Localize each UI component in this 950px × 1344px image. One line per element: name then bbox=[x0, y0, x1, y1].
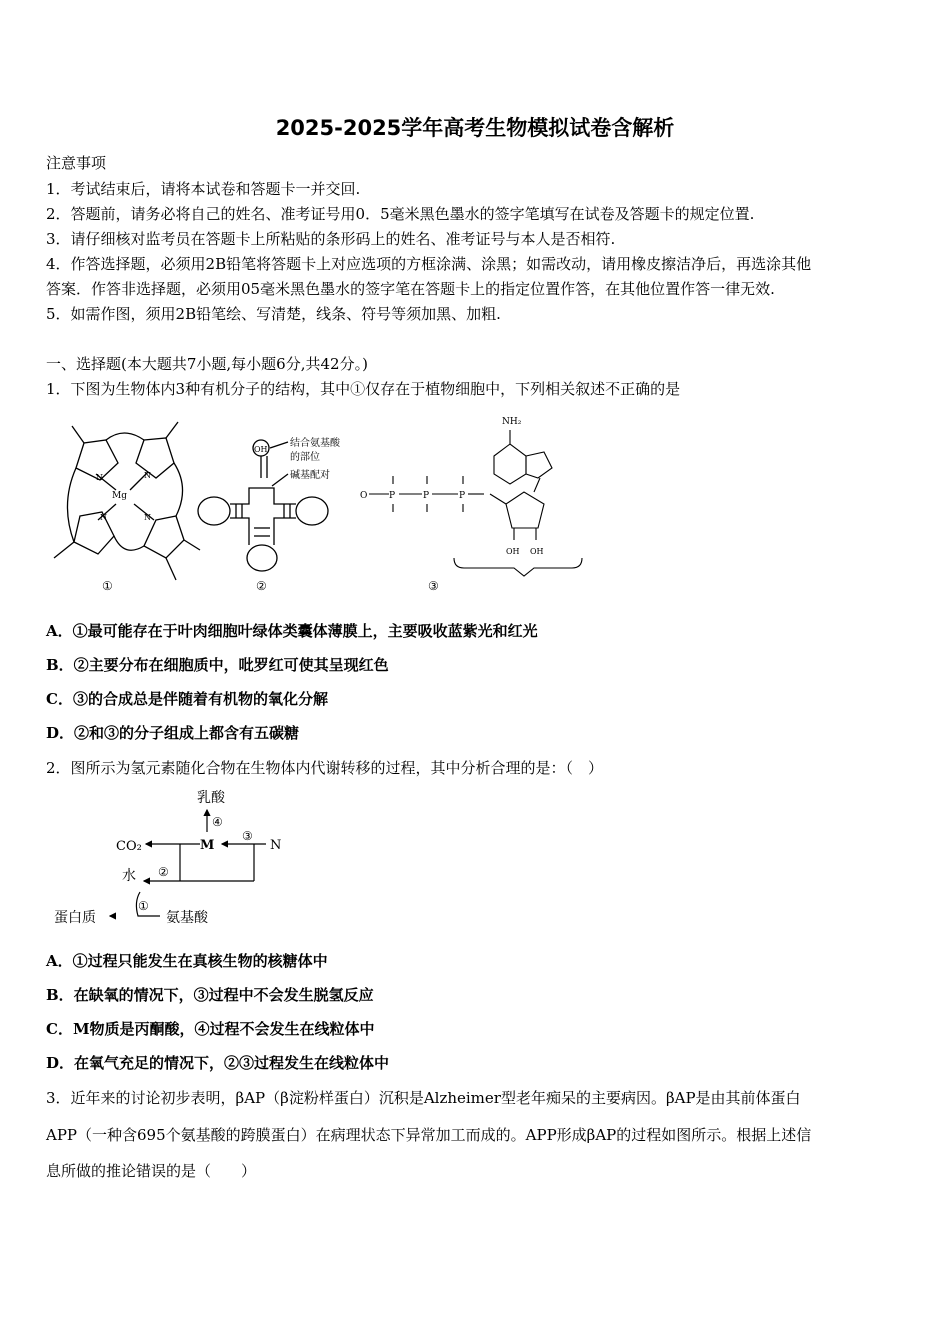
q3-line-3: 息所做的推论错误的是（ ） bbox=[46, 1162, 257, 1180]
figure-label-3: ③ bbox=[428, 579, 439, 593]
n-label-4: N bbox=[100, 513, 107, 522]
notice-item-3: 3．请仔细核对监考员在答题卡上所粘贴的条形码上的姓名、准考证号与本人是否相符. bbox=[46, 230, 616, 248]
q2-option-b: B．在缺氧的情况下，③过程中不会发生脱氢反应 bbox=[46, 986, 374, 1004]
q1-figure bbox=[44, 408, 584, 598]
figure-label-1: ① bbox=[102, 579, 113, 593]
m-label: M bbox=[200, 838, 215, 853]
q1-option-c: C．③的合成总是伴随着有机物的氧化分解 bbox=[46, 690, 328, 708]
q2-option-d: D．在氧气充足的情况下，②③过程发生在线粒体中 bbox=[46, 1054, 390, 1072]
step-1-label: ① bbox=[138, 899, 149, 913]
n-label-1: N bbox=[96, 473, 103, 482]
notice-item-1: 1．考试结束后，请将本试卷和答题卡一并交回. bbox=[46, 180, 361, 198]
atp-p-1: P bbox=[389, 491, 396, 501]
atp-structure bbox=[369, 430, 582, 576]
q3-line-2: APP（一种含695个氨基酸的跨膜蛋白）在病理状态下异常加工而成的。APP形成βAP的过程如图所示。根据上述信 bbox=[46, 1126, 812, 1144]
notice-item-5: 5．如需作图，须用2B铅笔绘、写清楚，线条、符号等须加黑、加粗. bbox=[46, 305, 501, 323]
step-2-label: ② bbox=[158, 865, 169, 879]
n-label-3: N bbox=[144, 513, 151, 522]
trna-note-2: 的部位 bbox=[290, 452, 320, 463]
notice-item-4: 4．作答选择题，必须用2B铅笔将答题卡上对应选项的方框涂满、涂黑；如需改动，请用橡皮擦洁净后，再选涂其他 bbox=[46, 255, 812, 273]
q2-option-c: C．M物质是丙酮酸，④过程不会发生在线粒体中 bbox=[46, 1020, 375, 1038]
step-4-label: ④ bbox=[212, 815, 223, 829]
nh2-label: NH₂ bbox=[502, 417, 522, 427]
section-heading: 一、选择题(本大题共7小题,每小题6分,共42分。) bbox=[46, 355, 368, 373]
figure-label-2: ② bbox=[256, 579, 267, 593]
step-3-label: ③ bbox=[242, 829, 253, 843]
chlorophyll-structure bbox=[54, 422, 200, 580]
lactic-acid-label: 乳酸 bbox=[197, 790, 225, 806]
atp-p-3: P bbox=[459, 491, 466, 501]
q1-option-a: A．①最可能存在于叶肉细胞叶绿体类囊体薄膜上，主要吸收蓝紫光和红光 bbox=[46, 622, 538, 640]
mg-label: Mg bbox=[112, 491, 127, 501]
protein-label: 蛋白质 bbox=[54, 910, 96, 926]
co2-label: CO₂ bbox=[116, 839, 142, 854]
q2-option-a: A．①过程只能发生在真核生物的核糖体中 bbox=[46, 952, 328, 970]
n-label-2: N bbox=[144, 471, 151, 480]
trna-note-1: 结合氨基酸 bbox=[290, 438, 340, 449]
trna-note-3: 碱基配对 bbox=[290, 470, 330, 481]
q1-option-b: B．②主要分布在细胞质中，吡罗红可使其呈现红色 bbox=[46, 656, 389, 674]
notice-item-4-cont: 答案．作答非选择题，必须用05毫米黑色墨水的签字笔在答题卡上的指定位置作答，在其他位置作答一律无效. bbox=[46, 280, 775, 298]
q2-stem: 2．图所示为氢元素随化合物在生物体内代谢转移的过程，其中分析合理的是：（ ） bbox=[46, 759, 604, 777]
trna-oh-label: OH bbox=[254, 445, 268, 454]
page-title: 2025-2025学年高考生物模拟试卷含解析 bbox=[275, 116, 675, 140]
notice-item-2: 2．答题前，请务必将自己的姓名、准考证号用0．5毫米黑色墨水的签字笔填写在试卷及答题卡的规定位置. bbox=[46, 205, 755, 223]
q3-line-1: 3．近年来的讨论初步表明，βAP（β淀粉样蛋白）沉积是Alzheimer型老年痴呆的主要病因。βAP是由其前体蛋白 bbox=[46, 1089, 801, 1107]
q1-option-d: D．②和③的分子组成上都含有五碳糖 bbox=[46, 724, 300, 742]
water-label: 水 bbox=[122, 868, 136, 884]
oh-label-2: OH bbox=[530, 547, 544, 556]
n-node-label: N bbox=[270, 838, 282, 853]
oh-label-1: OH bbox=[506, 547, 520, 556]
notice-heading: 注意事项 bbox=[46, 154, 107, 172]
atp-o-1: O bbox=[360, 491, 368, 501]
q2-figure bbox=[50, 784, 300, 930]
q2-arrows bbox=[110, 810, 266, 916]
atp-p-2: P bbox=[423, 491, 430, 501]
q1-stem: 1．下图为生物体内3种有机分子的结构，其中①仅存在于植物细胞中，下列相关叙述不正确的是 bbox=[46, 380, 681, 398]
amino-acid-label: 氨基酸 bbox=[166, 910, 208, 926]
